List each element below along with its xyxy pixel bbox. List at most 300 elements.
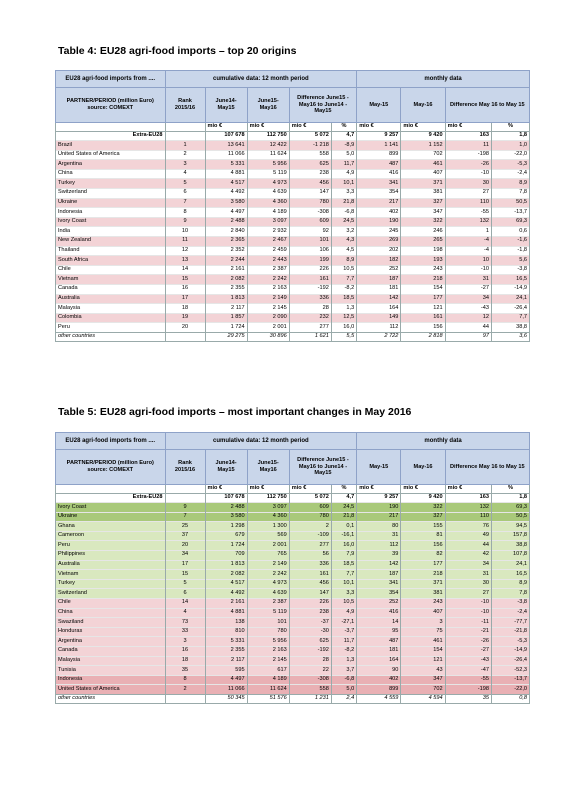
row-value: 142 <box>357 560 401 570</box>
row-value: -14,9 <box>491 646 529 656</box>
row-value: 609 <box>289 217 331 227</box>
row-value: 416 <box>357 608 401 618</box>
row-value: -308 <box>289 675 331 685</box>
row-value: 3 097 <box>247 503 289 513</box>
row-value: 8,9 <box>491 579 529 589</box>
row-value: 164 <box>357 656 401 666</box>
row-country: Swaziland <box>56 618 166 628</box>
row-value: 90 <box>357 666 401 676</box>
row-value: 5 119 <box>247 169 289 179</box>
row-value: -22,0 <box>491 685 529 695</box>
row-country: United States of America <box>56 150 166 160</box>
row-value: 487 <box>357 160 401 170</box>
row-value: 82 <box>401 550 445 560</box>
row-value: -26,4 <box>491 304 529 314</box>
row-value: -109 <box>289 531 331 541</box>
row-value: 164 <box>357 304 401 314</box>
row-rank: 19 <box>165 313 205 323</box>
row-value: 461 <box>401 637 445 647</box>
row-value: 4 881 <box>205 169 247 179</box>
col-month2: May-16 <box>401 88 445 123</box>
table-row <box>56 208 530 218</box>
other-value: 3,6 <box>491 332 529 342</box>
row-value: 156 <box>401 323 445 333</box>
row-value: 765 <box>247 550 289 560</box>
row-value: 5,6 <box>491 256 529 266</box>
row-value: 11,7 <box>331 160 356 170</box>
header-monthly: monthly data <box>357 71 530 88</box>
col-cum-difference: Difference June15 - May16 to June14 - May15 <box>289 450 356 485</box>
total-value <box>165 494 205 503</box>
row-value: -16,1 <box>331 531 356 541</box>
row-value: 354 <box>357 188 401 198</box>
row-value: 16,0 <box>331 323 356 333</box>
row-value: 558 <box>289 150 331 160</box>
total-value: 4,7 <box>331 494 356 503</box>
row-value: 44 <box>445 541 491 551</box>
row-value: 3,3 <box>331 188 356 198</box>
row-country: Peru <box>56 541 166 551</box>
row-value: 13 641 <box>205 141 247 151</box>
row-rank: 20 <box>165 323 205 333</box>
row-value: -198 <box>445 685 491 695</box>
row-value: -2,4 <box>491 608 529 618</box>
table5-title: Table 5: EU28 agri-food imports – most important changes in May 2016 <box>58 406 412 418</box>
row-country: Chile <box>56 265 166 275</box>
row-value: 1 724 <box>205 323 247 333</box>
row-value: 2 145 <box>247 656 289 666</box>
row-rank: 11 <box>165 236 205 246</box>
row-country: Argentina <box>56 160 166 170</box>
total-row <box>56 132 530 141</box>
other-value <box>165 332 205 342</box>
row-value: 80 <box>357 522 401 532</box>
row-value: 24,1 <box>491 560 529 570</box>
table-row <box>56 217 530 227</box>
row-value: 327 <box>401 198 445 208</box>
table-row <box>56 198 530 208</box>
table-row <box>56 294 530 304</box>
row-value: 12 <box>445 313 491 323</box>
row-rank: 15 <box>165 570 205 580</box>
row-value: 2 163 <box>247 646 289 656</box>
row-value: 5 956 <box>247 160 289 170</box>
table4 <box>55 70 530 342</box>
table-row <box>56 598 530 608</box>
row-value: 2 459 <box>247 246 289 256</box>
row-value: 1,3 <box>331 656 356 666</box>
row-value: -26 <box>445 160 491 170</box>
row-value: 2 467 <box>247 236 289 246</box>
table-row <box>56 531 530 541</box>
row-value: 30 <box>445 579 491 589</box>
total-value: 9 420 <box>401 132 445 141</box>
row-value: 4 189 <box>247 208 289 218</box>
row-value: 154 <box>401 646 445 656</box>
row-rank: 15 <box>165 275 205 285</box>
row-value: 24,5 <box>331 503 356 513</box>
row-value: 112 <box>357 323 401 333</box>
row-country: Malaysia <box>56 656 166 666</box>
table-row <box>56 637 530 647</box>
row-value: -27 <box>445 646 491 656</box>
row-value: 22 <box>289 666 331 676</box>
row-value: 161 <box>289 570 331 580</box>
row-value: 0,1 <box>331 522 356 532</box>
row-value: -37 <box>289 618 331 628</box>
other-value: 97 <box>445 332 491 342</box>
row-value: 5 331 <box>205 637 247 647</box>
row-value: 217 <box>357 512 401 522</box>
row-value: 4,5 <box>331 246 356 256</box>
row-value: -55 <box>445 675 491 685</box>
row-value: 8,9 <box>331 256 356 266</box>
row-value: 10,1 <box>331 579 356 589</box>
row-value: -10 <box>445 598 491 608</box>
row-value: 31 <box>445 570 491 580</box>
row-value: 5,0 <box>331 685 356 695</box>
row-value: 341 <box>357 579 401 589</box>
row-value: 16,5 <box>491 570 529 580</box>
row-rank: 17 <box>165 294 205 304</box>
row-value: 4 639 <box>247 589 289 599</box>
row-value: 625 <box>289 160 331 170</box>
unit-label: % <box>331 485 356 494</box>
row-rank: 25 <box>165 522 205 532</box>
row-value: -10 <box>445 265 491 275</box>
row-value: -6,8 <box>331 208 356 218</box>
row-rank: 16 <box>165 646 205 656</box>
row-value: 218 <box>401 570 445 580</box>
row-value: 569 <box>247 531 289 541</box>
row-value: 899 <box>357 685 401 695</box>
unit-label: mio € <box>357 485 401 494</box>
row-value: 1 857 <box>205 313 247 323</box>
row-rank: 2 <box>165 685 205 695</box>
total-value: 112 750 <box>247 132 289 141</box>
row-value: 1 298 <box>205 522 247 532</box>
other-value: 35 <box>445 694 491 704</box>
row-value: 371 <box>401 179 445 189</box>
row-value: 899 <box>357 150 401 160</box>
row-value: 252 <box>357 598 401 608</box>
row-country: Indonesia <box>56 208 166 218</box>
unit-label: mio € <box>247 123 289 132</box>
row-value: -192 <box>289 646 331 656</box>
row-value: 106 <box>289 246 331 256</box>
col-cum-period1: June14- May15 <box>205 450 247 485</box>
table4-title: Table 4: EU28 agri-food imports – top 20 origins <box>58 45 297 57</box>
row-value: 4,3 <box>331 236 356 246</box>
row-value: 34 <box>445 294 491 304</box>
row-value: 12 422 <box>247 141 289 151</box>
unit-label: % <box>331 123 356 132</box>
row-value: 4 973 <box>247 179 289 189</box>
row-value: 243 <box>401 598 445 608</box>
row-rank: 18 <box>165 304 205 314</box>
row-value: 11 624 <box>247 150 289 160</box>
row-value: 69,3 <box>491 503 529 513</box>
other-value: 5,5 <box>331 332 356 342</box>
other-value: 1 621 <box>289 332 331 342</box>
row-value: 28 <box>289 304 331 314</box>
row-value: 2 355 <box>205 646 247 656</box>
row-value: 487 <box>357 637 401 647</box>
row-rank: 33 <box>165 627 205 637</box>
col-month2: May-16 <box>401 450 445 485</box>
row-value: 7,7 <box>491 313 529 323</box>
row-value: -308 <box>289 208 331 218</box>
row-value: 218 <box>401 275 445 285</box>
row-value: 3,3 <box>331 589 356 599</box>
row-value: 31 <box>357 531 401 541</box>
row-value: 2 488 <box>205 217 247 227</box>
unit-label: mio € <box>289 485 331 494</box>
row-country: New Zealand <box>56 236 166 246</box>
row-rank: 7 <box>165 198 205 208</box>
row-value: 101 <box>247 618 289 628</box>
row-value: -3,8 <box>491 265 529 275</box>
row-value: 2 488 <box>205 503 247 513</box>
table-row <box>56 313 530 323</box>
table-row <box>56 618 530 628</box>
table-row <box>56 179 530 189</box>
other-countries-row <box>56 694 530 704</box>
row-value: 156 <box>401 541 445 551</box>
row-value: 416 <box>357 169 401 179</box>
units-blank <box>165 123 205 132</box>
row-value: 7,9 <box>331 550 356 560</box>
row-country: China <box>56 169 166 179</box>
row-value: 609 <box>289 503 331 513</box>
row-value: 155 <box>401 522 445 532</box>
units-blank <box>56 123 166 132</box>
row-value: 4 189 <box>247 675 289 685</box>
row-country: Malaysia <box>56 304 166 314</box>
row-value: 461 <box>401 160 445 170</box>
row-value: 252 <box>357 265 401 275</box>
row-value: 238 <box>289 169 331 179</box>
row-value: 12,5 <box>331 313 356 323</box>
row-country: Ivory Coast <box>56 503 166 513</box>
row-country: Ghana <box>56 522 166 532</box>
row-value: -2,4 <box>491 169 529 179</box>
row-value: 24,5 <box>331 217 356 227</box>
row-value: 709 <box>205 550 247 560</box>
row-value: 322 <box>401 503 445 513</box>
row-rank: 2 <box>165 150 205 160</box>
table-row <box>56 503 530 513</box>
row-value: 190 <box>357 503 401 513</box>
header-row-columns <box>56 450 530 485</box>
row-value: 24,1 <box>491 294 529 304</box>
row-value: -1,8 <box>491 246 529 256</box>
row-value: -8,2 <box>331 646 356 656</box>
row-value: -14,9 <box>491 284 529 294</box>
row-value: 2 387 <box>247 265 289 275</box>
row-value: 147 <box>289 188 331 198</box>
row-value: 2 145 <box>247 304 289 314</box>
total-value: 163 <box>445 494 491 503</box>
other-label: other countries <box>56 332 166 342</box>
row-value: 402 <box>357 675 401 685</box>
row-value: 181 <box>357 284 401 294</box>
row-value: 1 300 <box>247 522 289 532</box>
row-value: 2 242 <box>247 275 289 285</box>
table-row <box>56 666 530 676</box>
row-value: -43 <box>445 304 491 314</box>
row-value: 780 <box>289 512 331 522</box>
row-country: Honduras <box>56 627 166 637</box>
col-cum-period2: June15- May16 <box>247 450 289 485</box>
table-row <box>56 169 530 179</box>
row-value: 112 <box>357 541 401 551</box>
row-value: 34 <box>445 560 491 570</box>
row-value: 28 <box>289 656 331 666</box>
row-country: Argentina <box>56 637 166 647</box>
table-row <box>56 560 530 570</box>
row-country: Canada <box>56 646 166 656</box>
row-rank: 6 <box>165 188 205 198</box>
row-value: -26 <box>445 637 491 647</box>
unit-label: mio € <box>357 123 401 132</box>
row-value: 10 <box>445 256 491 266</box>
row-value: 2 161 <box>205 265 247 275</box>
row-value: 4 517 <box>205 579 247 589</box>
row-value: -1,6 <box>491 236 529 246</box>
col-cum-period1: June14- May15 <box>205 88 247 123</box>
row-value: 154 <box>401 284 445 294</box>
row-value: 341 <box>357 179 401 189</box>
row-value: 322 <box>401 217 445 227</box>
total-value: 112 750 <box>247 494 289 503</box>
row-value: 558 <box>289 685 331 695</box>
other-value: 1 231 <box>289 694 331 704</box>
row-value: -26,4 <box>491 656 529 666</box>
row-value: 10,5 <box>331 598 356 608</box>
row-country: Philippines <box>56 550 166 560</box>
row-value: 595 <box>205 666 247 676</box>
table-row <box>56 627 530 637</box>
row-value: 336 <box>289 560 331 570</box>
row-value: 138 <box>205 618 247 628</box>
total-value: 107 678 <box>205 132 247 141</box>
row-rank: 4 <box>165 608 205 618</box>
row-rank: 5 <box>165 579 205 589</box>
row-value: -8,9 <box>331 141 356 151</box>
row-value: -13,7 <box>491 208 529 218</box>
total-value <box>165 132 205 141</box>
row-value: 7,7 <box>331 570 356 580</box>
unit-label: mio € <box>401 123 445 132</box>
header-row-groups <box>56 71 530 88</box>
row-value: 132 <box>445 503 491 513</box>
table-row <box>56 550 530 560</box>
row-value: 2 001 <box>247 323 289 333</box>
row-value: -4 <box>445 236 491 246</box>
row-country: Australia <box>56 294 166 304</box>
row-value: 2 <box>289 522 331 532</box>
row-value: 1 152 <box>401 141 445 151</box>
row-value: 226 <box>289 598 331 608</box>
row-value: 177 <box>401 560 445 570</box>
row-value: 4 492 <box>205 589 247 599</box>
row-value: 5 119 <box>247 608 289 618</box>
row-value: 42 <box>445 550 491 560</box>
other-value: 0,8 <box>491 694 529 704</box>
row-value: 625 <box>289 637 331 647</box>
other-value: 2 722 <box>357 332 401 342</box>
row-value: 177 <box>401 294 445 304</box>
row-value: 193 <box>401 256 445 266</box>
unit-label: % <box>491 485 529 494</box>
row-value: 76 <box>445 522 491 532</box>
row-value: 11 066 <box>205 685 247 695</box>
row-value: 277 <box>289 323 331 333</box>
total-value: 163 <box>445 132 491 141</box>
col-rank: Rank 2015/16 <box>165 450 205 485</box>
row-value: 31 <box>445 275 491 285</box>
row-value: 5 956 <box>247 637 289 647</box>
row-value: 2 090 <box>247 313 289 323</box>
row-value: -3,7 <box>331 627 356 637</box>
row-value: 2 932 <box>247 227 289 237</box>
row-value: 780 <box>247 627 289 637</box>
row-value: 5,0 <box>331 150 356 160</box>
header-import-label: EU28 agri-food imports from .... <box>56 433 166 450</box>
row-value: 69,3 <box>491 217 529 227</box>
row-rank: 9 <box>165 503 205 513</box>
total-label: Extra-EU28 <box>56 132 166 141</box>
row-value: 371 <box>401 579 445 589</box>
row-value: 7,8 <box>491 188 529 198</box>
header-cumulative: cumulative data: 12 month period <box>165 71 357 88</box>
row-value: 2 161 <box>205 598 247 608</box>
row-value: 199 <box>289 256 331 266</box>
row-value: 2 840 <box>205 227 247 237</box>
unit-label: mio € <box>247 485 289 494</box>
total-value: 1,8 <box>491 132 529 141</box>
col-month1: May-15 <box>357 88 401 123</box>
table-row <box>56 323 530 333</box>
row-value: 187 <box>357 275 401 285</box>
row-value: 21,8 <box>331 198 356 208</box>
table-row <box>56 646 530 656</box>
row-value: 2 001 <box>247 541 289 551</box>
row-value: 190 <box>357 217 401 227</box>
row-value: 110 <box>445 198 491 208</box>
row-value: 336 <box>289 294 331 304</box>
row-rank: 13 <box>165 256 205 266</box>
row-rank: 73 <box>165 618 205 628</box>
row-value: 1 724 <box>205 541 247 551</box>
row-value: 4 492 <box>205 188 247 198</box>
row-value: 147 <box>289 589 331 599</box>
row-value: 1 <box>445 227 491 237</box>
table-row <box>56 608 530 618</box>
row-rank: 14 <box>165 598 205 608</box>
table-row <box>56 265 530 275</box>
other-value: 29 275 <box>205 332 247 342</box>
row-value: 381 <box>401 188 445 198</box>
row-value: 107,8 <box>491 550 529 560</box>
row-country: India <box>56 227 166 237</box>
row-value: -11 <box>445 618 491 628</box>
table-row <box>56 256 530 266</box>
row-value: 8,9 <box>491 179 529 189</box>
row-value: 702 <box>401 685 445 695</box>
row-value: -77,7 <box>491 618 529 628</box>
